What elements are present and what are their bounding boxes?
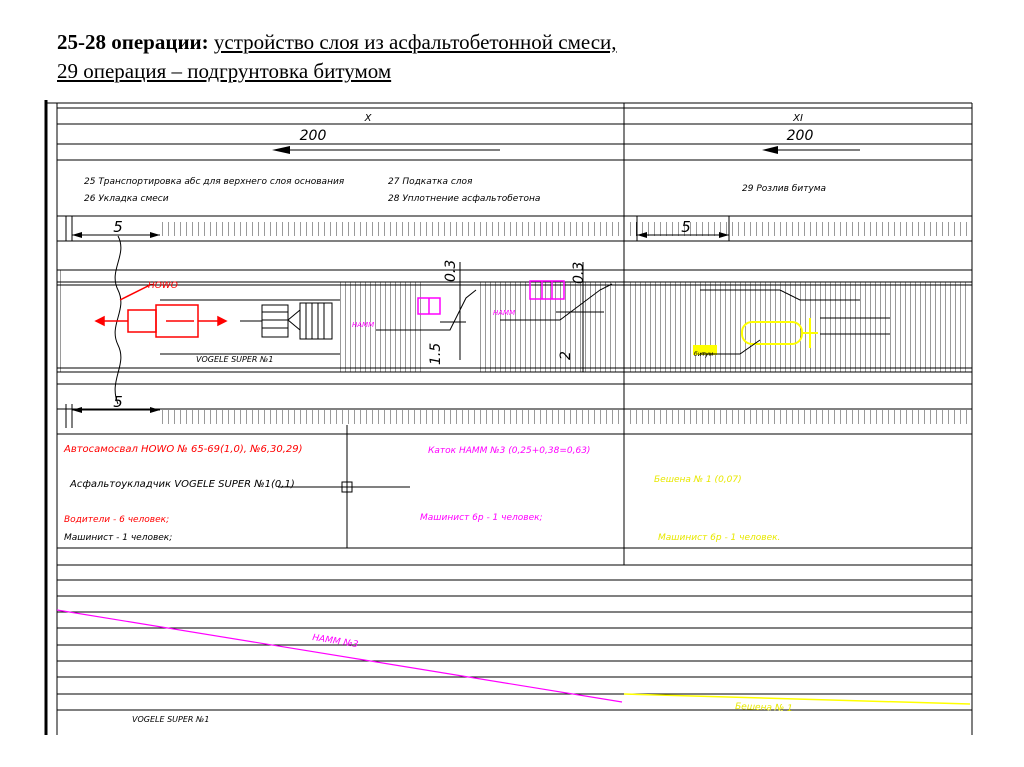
graph-bitumen-label: Бешена № 1 bbox=[734, 702, 793, 715]
title-line-2: 29 операция – подгрунтовка битумом bbox=[57, 59, 392, 83]
road-lane bbox=[57, 270, 972, 372]
vogele-label: VOGELE SUPER №1 bbox=[196, 355, 274, 364]
operation-25-label: 25 Транспортировка абс для верхнего слоя основания bbox=[84, 177, 345, 187]
resource-table-rows bbox=[57, 548, 972, 710]
length-x-label: 200 bbox=[299, 128, 327, 144]
graph-hamm-line bbox=[57, 610, 622, 702]
dimension-top-left-value: 5 bbox=[113, 218, 123, 236]
bitumen-zone bbox=[628, 282, 970, 372]
asphalt-zone-2 bbox=[480, 282, 620, 372]
title-operations-label: 25-28 операции: bbox=[57, 30, 209, 54]
shoulder-top-strip bbox=[160, 222, 970, 236]
section-x-label: X bbox=[364, 113, 372, 124]
vogele-paver-icon bbox=[240, 303, 332, 339]
staff-drivers: Водители - 6 человек; bbox=[64, 515, 170, 525]
direction-arrow-xi bbox=[762, 146, 860, 154]
shoulder-bottom-strip bbox=[160, 410, 970, 424]
staff-operator: Машинист - 1 человек; bbox=[64, 533, 173, 543]
dimension-top-right-value: 5 bbox=[681, 218, 691, 236]
staff-hamm: Машинист 6р - 1 человек; bbox=[420, 513, 543, 523]
length-xi-label: 200 bbox=[786, 128, 814, 144]
title-operations-text: устройство слоя из асфальтобетонной смеси, bbox=[213, 30, 617, 54]
operation-26-label: 26 Укладка смеси bbox=[84, 194, 169, 204]
bitumen-label: битум bbox=[694, 351, 714, 358]
operation-28-label: 28 Уплотнение асфальтобетона bbox=[388, 194, 541, 204]
section-xi-label: XI bbox=[793, 113, 803, 124]
dimension-03-a: 0.3 bbox=[443, 259, 459, 282]
graph-vogele-label: VOGELE SUPER №1 bbox=[132, 715, 210, 724]
resource-hamm: Каток HAMM №3 (0,25+0,38=0,63) bbox=[428, 446, 591, 456]
break-line bbox=[115, 236, 121, 404]
dimension-bottom-left-value: 5 bbox=[113, 393, 123, 411]
graph-bitumen-line bbox=[624, 694, 970, 704]
graph-hamm-label: HAMM №3 bbox=[311, 633, 359, 651]
howo-label: HOWO bbox=[148, 281, 178, 291]
resource-howo: Автосамосвал HOWO № 65-69(1,0), №6,30,29) bbox=[64, 444, 303, 455]
dimension-03-b: 0.3 bbox=[571, 261, 587, 284]
resource-vogele: Асфальтоукладчик VOGELE SUPER №1(0,1) bbox=[70, 479, 295, 490]
dimension-15: 1.5 bbox=[428, 342, 444, 365]
hamm-label-1: HAMM bbox=[352, 321, 375, 329]
staff-bitumen: Машинист 6р - 1 человек. bbox=[658, 533, 781, 543]
operation-29-label: 29 Розлив битума bbox=[742, 184, 827, 194]
resource-bitumen: Бешена № 1 (0,07) bbox=[654, 475, 742, 485]
operation-27-label: 27 Подкатка слоя bbox=[388, 177, 473, 187]
hamm-label-2: HAMM bbox=[493, 309, 516, 317]
header-rows bbox=[57, 108, 972, 434]
dimension-2: 2 bbox=[558, 351, 574, 360]
direction-arrow-x bbox=[272, 146, 500, 154]
